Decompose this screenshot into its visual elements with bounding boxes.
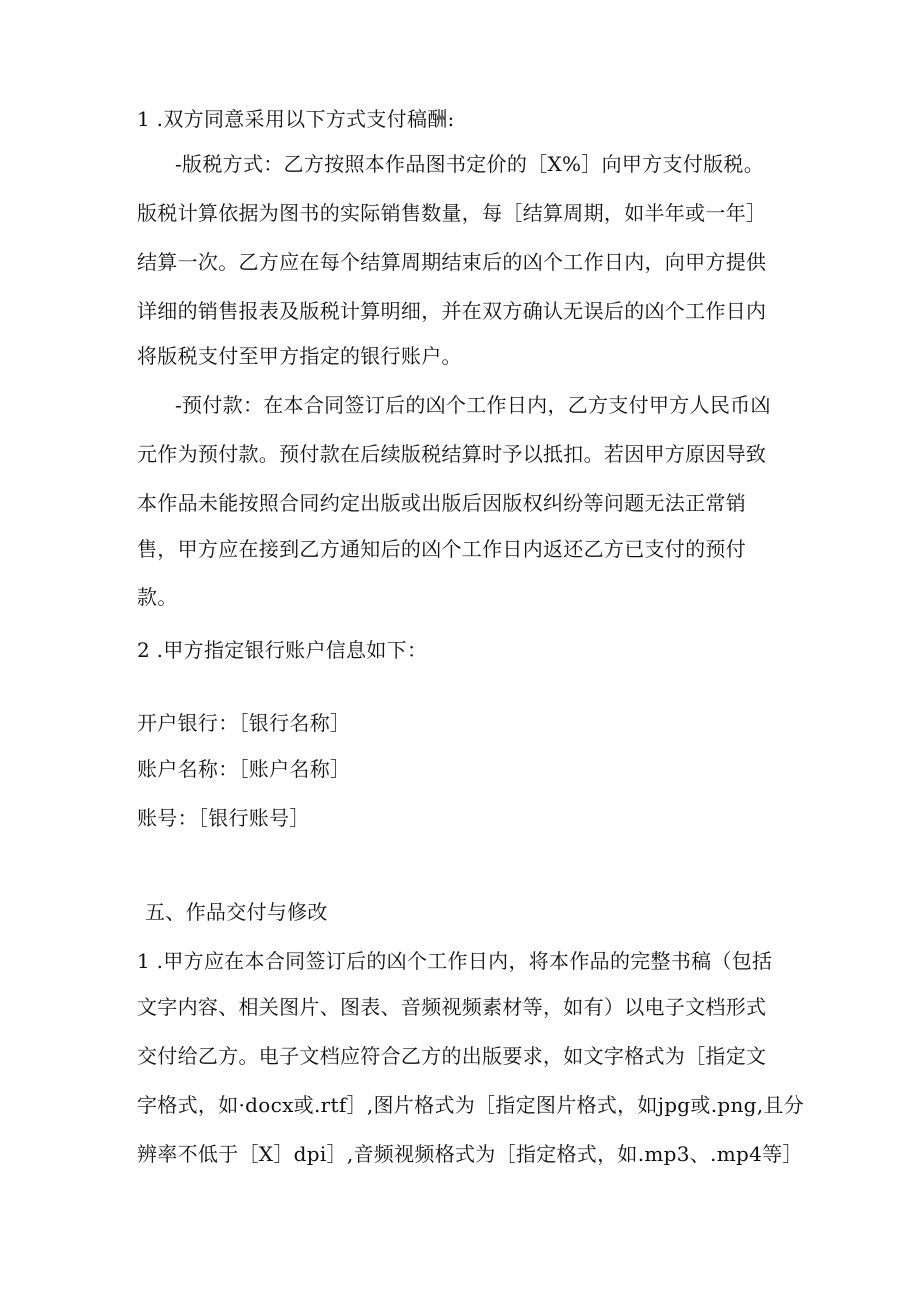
advance-text-line: 售，甲方应在接到乙方通知后的凶个工作日内返还乙方已支付的预付 (137, 537, 746, 561)
bank-account-clause: 2 .甲方指定银行账户信息如下： (137, 638, 428, 662)
advance-text-line: 本作品未能按照合同约定出版或出版后因版权纠纷等问题无法正常销 (137, 491, 746, 515)
royalty-text-line: 详细的销售报表及版税计算明细，并在双方确认无误后的凶个工作日内 (137, 299, 767, 323)
royalty-text-line: 结算一次。乙方应在每个结算周期结束后的凶个工作日内，向甲方提供 (137, 250, 767, 274)
advance-text-line: 款。 (137, 585, 178, 609)
section-heading: 五、作品交付与修改 (145, 900, 328, 924)
advance-payment-line: -预付款：在本合同签订后的凶个工作日内，乙方支付甲方人民币凶 (175, 393, 771, 417)
royalty-text-line: 将版税支付至甲方指定的银行账户。 (137, 344, 462, 368)
delivery-clause-line: 辨率不低于［X］dpi］,音频视频格式为［指定格式，如.mp3、.mp4等］ (137, 1142, 803, 1166)
delivery-clause-line: 交付给乙方。电子文档应符合乙方的出版要求，如文字格式为［指定文 (137, 1044, 767, 1068)
advance-text-line: 元作为预付款。预付款在后续版税结算时予以抵扣。若因甲方原因导致 (137, 442, 767, 466)
delivery-clause-line: 1 .甲方应在本合同签订后的凶个工作日内，将本作品的完整书稿（包括 (137, 949, 773, 973)
delivery-clause-line: 字格式，如·docx或.rtf］,图片格式为［指定图片格式，如jpg或.png,且分 (137, 1093, 805, 1117)
account-number-line: 账号：［银行账号］ (137, 806, 310, 830)
royalty-method-line: -版税方式：乙方按照本作品图书定价的［X%］向甲方支付版税。 (175, 152, 764, 176)
delivery-clause-line: 文字内容、相关图片、图表、音频视频素材等，如有）以电子文档形式 (137, 995, 767, 1019)
payment-clause-intro: 1 .双方同意采用以下方式支付稿酬: (137, 107, 455, 131)
bank-name-line: 开户银行：［银行名称］ (137, 711, 351, 735)
royalty-text-line: 版税计算依据为图书的实际销售数量，每［结算周期，如半年或一年］ (137, 201, 767, 225)
account-name-line: 账户名称：［账户名称］ (137, 757, 351, 781)
